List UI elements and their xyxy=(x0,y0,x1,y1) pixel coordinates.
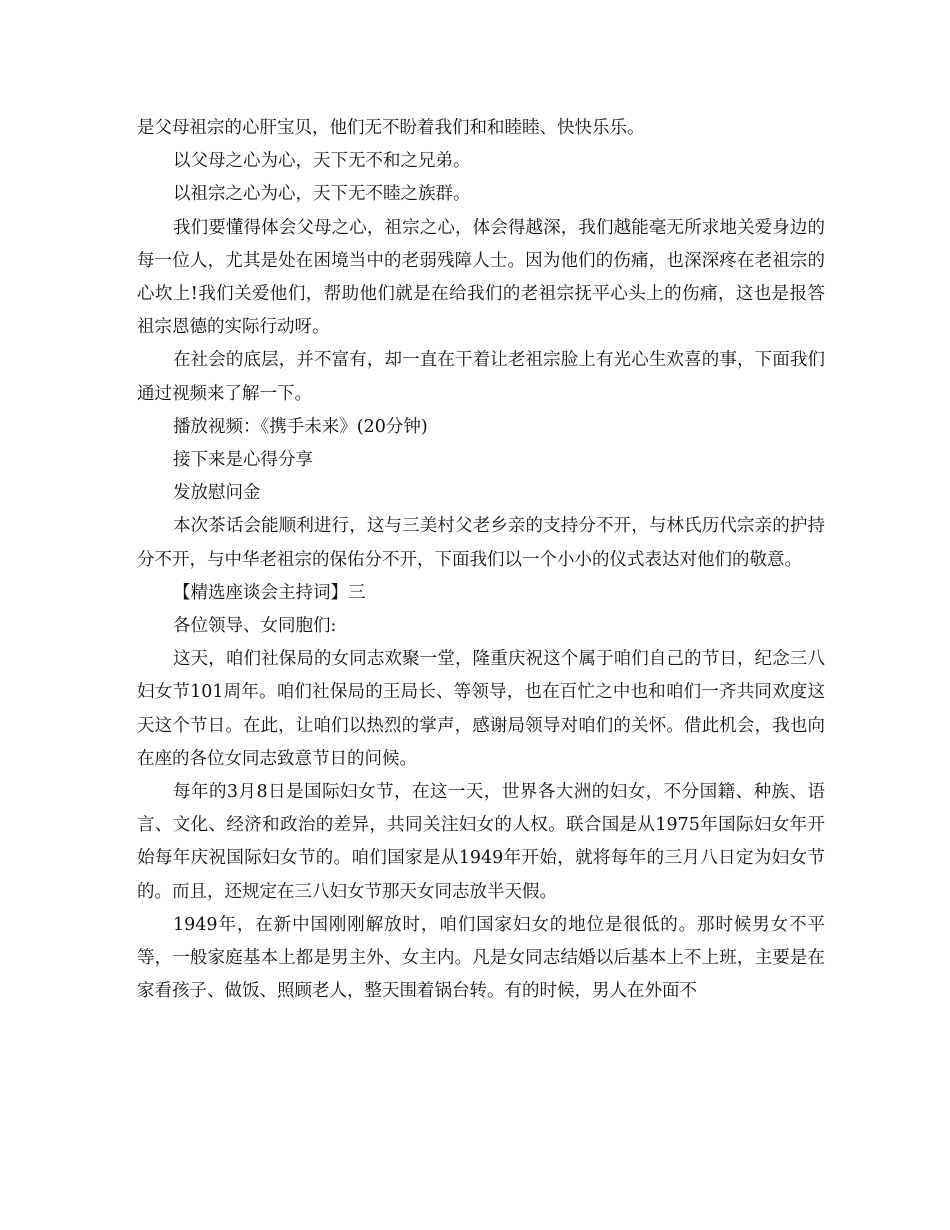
paragraph-video: 播放视频：《携手未来》(20分钟) xyxy=(173,416,428,437)
paragraph-1949: 1949年，在新中国刚刚解放时，咱们国家妇女的地位是很低的。那时候男女不平等，一般家庭基本上都是男主外、女主内。凡是女同志结婚以后基本上不上班，主要是在家看孩子、做饭、照顾老人，整天围着锅台转。有的时候，男人在外面不 xyxy=(137,914,825,1002)
document-body xyxy=(137,112,825,1008)
paragraph-tea-party: 本次茶话会能顺利进行，这与三美村父老乡亲的支持分不开，与林氏历代宗亲的护持分不开，与中华老祖宗的保佑分不开，下面我们以一个小小的仪式表达对他们的敬意。 xyxy=(137,516,825,570)
paragraph-condolence: 发放慰问金 xyxy=(173,483,261,504)
paragraph-society: 在社会的底层，并不富有，却一直在干着让老祖宗脸上有光心生欢喜的事，下面我们通过视频来了解一下。 xyxy=(137,350,825,404)
section-heading: 【精选座谈会主持词】三 xyxy=(173,582,366,603)
paragraph-celebration: 这天，咱们社保局的女同志欢聚一堂，隆重庆祝这个属于咱们自己的节日，纪念三八妇女节101周年。咱们社保局的王局长、等领导，也在百忙之中也和咱们一齐共同欢度这天这个节日。在此，让咱们以热烈的掌声，感谢局领导对咱们的关怀。借此机会，我也向在座的各位女同志致意节日的问候。 xyxy=(137,649,825,769)
paragraph-sharing: 接下来是心得分享 xyxy=(173,450,313,471)
paragraph-womens-day: 每年的3月8日是国际妇女节，在这一天，世界各大洲的妇女，不分国籍、种族、语言、文化、经济和政治的差异，共同关注妇女的人权。联合国是从1975年国际妇女年开始每年庆祝国际妇女节的。咱们国家是从1949年开始，就将每年的三月八日定为妇女节的。而且，还规定在三八妇女节那天女同志放半天假。 xyxy=(137,782,825,902)
paragraph-salutation: 各位领导、女同胞们: xyxy=(173,616,337,637)
paragraph-ancestors-heart: 以祖宗之心为心，天下无不睦之族群。 xyxy=(173,184,471,205)
paragraph-parents-heart: 以父母之心为心，天下无不和之兄弟。 xyxy=(173,151,471,172)
paragraph-understanding: 我们要懂得体会父母之心，祖宗之心，体会得越深，我们越能毫无所求地关爱身边的每一位人，尤其是处在困境当中的老弱残障人士。因为他们的伤痛，也深深疼在老祖宗的心坎上!我们关爱他们，帮助他们就是在给我们的老祖宗抚平心头上的伤痛，这也是报答祖宗恩德的实际行动呀。 xyxy=(137,217,825,338)
paragraph-continuation: 是父母祖宗的心肝宝贝，他们无不盼着我们和和睦睦、快快乐乐。 xyxy=(137,118,645,138)
